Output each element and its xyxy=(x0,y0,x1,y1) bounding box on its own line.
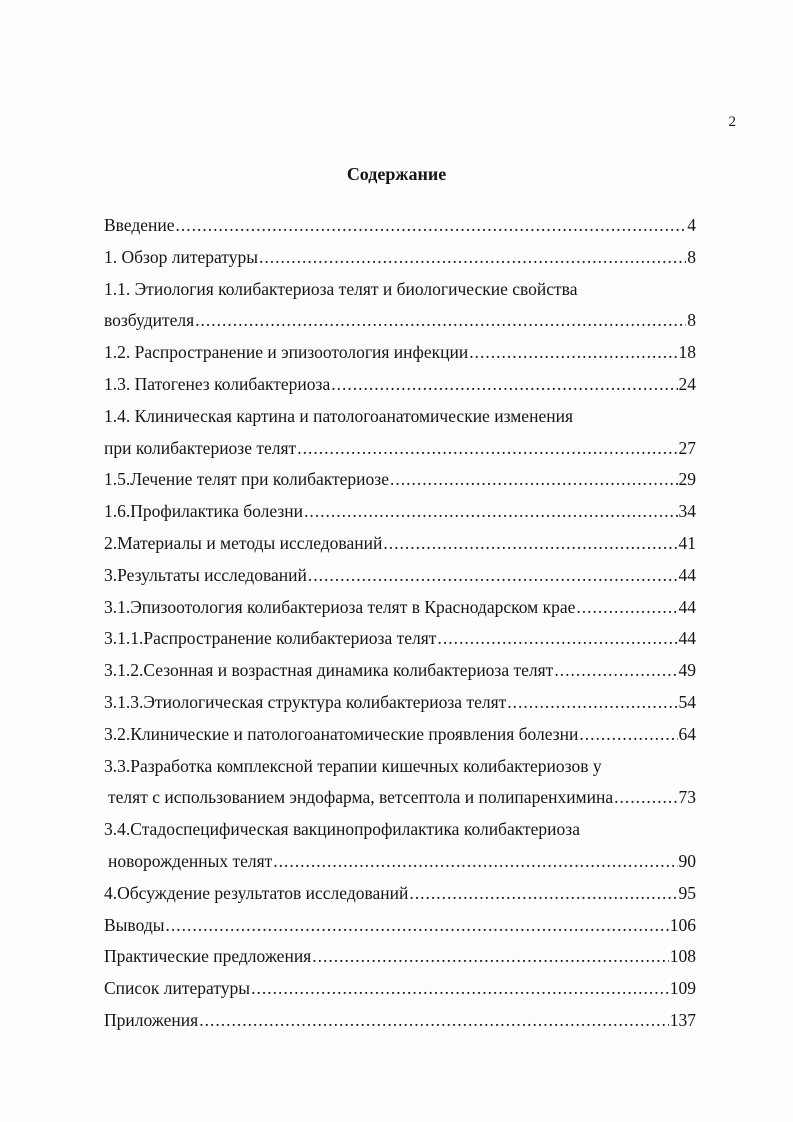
toc-entry xyxy=(104,528,696,560)
toc-entry xyxy=(104,369,696,401)
dot-leader xyxy=(554,655,677,687)
dot-leader xyxy=(199,1005,669,1037)
toc-entry-title: 1.2. Распространение и эпизоотология инфекции xyxy=(104,342,469,363)
toc-entry xyxy=(104,496,696,528)
toc-entry-continued xyxy=(104,401,696,433)
toc-entry-title: 3.1.3.Этиологическая структура колибактериоза телят xyxy=(104,691,507,712)
toc-entry-page: 44 xyxy=(678,628,696,649)
toc-entry-page: 54 xyxy=(678,691,696,712)
toc-entry-page: 8 xyxy=(687,246,696,267)
toc-entry xyxy=(104,782,696,814)
toc-entry xyxy=(104,305,696,337)
toc-entry-page: 64 xyxy=(678,723,696,744)
toc-entry-title: новорожденных телят xyxy=(108,850,273,871)
toc-entry-page: 27 xyxy=(678,437,696,458)
dot-leader xyxy=(273,846,677,878)
toc-entry xyxy=(104,433,696,465)
toc-entry-title: 3.1.2.Сезонная и возрастная динамика колибактериоза телят xyxy=(104,660,554,681)
dot-leader xyxy=(165,910,668,942)
toc-entry xyxy=(104,592,696,624)
toc-entry xyxy=(104,210,696,242)
toc-heading: Содержание xyxy=(346,164,447,184)
toc-entry-page: 109 xyxy=(669,978,696,999)
toc-entry-page: 44 xyxy=(678,564,696,585)
toc-entry-title: 3.2.Клинические и патологоанатомические проявления болезни xyxy=(104,723,579,744)
toc-entry-page: 90 xyxy=(678,850,696,871)
toc-entry-page: 18 xyxy=(678,342,696,363)
toc-entry xyxy=(104,560,696,592)
toc-entry xyxy=(104,464,696,496)
dot-leader xyxy=(251,973,669,1005)
dot-leader xyxy=(195,305,686,337)
toc-entry-page: 8 xyxy=(687,310,696,331)
toc-entry-title: 1.1. Этиология колибактериоза телят и биологические свойства xyxy=(104,278,578,299)
toc-entry-title: 4.Обсуждение результатов исследований xyxy=(104,882,409,903)
toc-entry-page: 4 xyxy=(687,215,696,235)
toc-entry xyxy=(104,1005,696,1037)
toc-entry-page: 34 xyxy=(678,501,696,522)
dot-leader xyxy=(507,687,677,719)
dot-leader xyxy=(176,210,687,242)
toc-entry-page: 44 xyxy=(678,596,696,617)
toc-entry-title: 3.1.Эпизоотология колибактериоза телят в Краснодарском крае xyxy=(104,596,576,617)
toc-entry-continued xyxy=(104,274,696,306)
toc-entry-title: 1.5.Лечение телят при колибактериозе xyxy=(104,469,389,490)
toc-entry xyxy=(104,242,696,274)
toc-entry-title: Список литературы xyxy=(104,978,251,999)
toc-entry xyxy=(104,910,696,942)
toc-entry-page: 106 xyxy=(669,914,696,935)
toc-entry-title: Практические предложения xyxy=(104,946,312,967)
toc-entry-page: 29 xyxy=(678,469,696,490)
toc-entry-title: Введение xyxy=(104,215,175,235)
toc-entry-page: 49 xyxy=(678,660,696,681)
toc-entry-title: 3.Результаты исследований xyxy=(104,564,307,585)
toc-entry-title: 1.3. Патогенез колибактериоза xyxy=(104,373,331,394)
toc-entry xyxy=(104,846,696,878)
toc-entry-page: 41 xyxy=(678,532,696,553)
dot-leader xyxy=(304,496,677,528)
dot-leader xyxy=(437,623,677,655)
dot-leader xyxy=(409,878,677,910)
toc-entry-page: 137 xyxy=(669,1009,696,1030)
dot-leader xyxy=(308,560,678,592)
toc-entry-title: возбудителя xyxy=(104,310,195,331)
toc-entry xyxy=(104,623,696,655)
dot-leader xyxy=(259,242,686,274)
toc-entry xyxy=(104,973,696,1005)
toc-entry-title: 1.6.Профилактика болезни xyxy=(104,501,304,522)
toc-entry xyxy=(104,337,696,369)
toc-entry-page: 95 xyxy=(678,882,696,903)
dot-leader xyxy=(383,528,677,560)
dot-leader xyxy=(312,941,669,973)
toc-entry xyxy=(104,687,696,719)
toc-entry-title: 2.Материалы и методы исследований xyxy=(104,532,383,553)
toc-list xyxy=(104,210,696,1037)
toc-entry-continued xyxy=(104,814,696,846)
toc-entry xyxy=(104,941,696,973)
dot-leader xyxy=(297,433,677,465)
toc-entry-page: 24 xyxy=(678,373,696,394)
dot-leader xyxy=(331,369,677,401)
dot-leader xyxy=(469,337,677,369)
toc-entry-page: 108 xyxy=(669,946,696,967)
page-number: 2 xyxy=(728,114,736,130)
dot-leader xyxy=(576,592,677,624)
dot-leader xyxy=(390,464,678,496)
toc-entry-continued xyxy=(104,751,696,783)
toc-entry-title: 3.1.1.Распространение колибактериоза телят xyxy=(104,628,437,649)
toc-entry-title: 3.3.Разработка комплексной терапии кишечных колибактериозов у xyxy=(104,755,602,776)
toc-entry xyxy=(104,719,696,751)
dot-leader xyxy=(579,719,677,751)
dot-leader xyxy=(614,782,677,814)
toc-entry-title: при колибактериозе телят xyxy=(104,437,297,458)
toc-entry-title: 3.4.Стадоспецифическая вакцинопрофилактика колибактериоза xyxy=(104,819,580,840)
toc-entry-title: Приложения xyxy=(104,1009,199,1030)
toc-entry xyxy=(104,878,696,910)
toc-entry-title: Выводы xyxy=(104,914,165,935)
toc-entry-title: телят с использованием эндофарма, ветсептола и полипаренхимина xyxy=(108,787,614,808)
toc-entry-title: 1.4. Клиническая картина и патологоанатомические изменения xyxy=(104,405,573,426)
toc-entry xyxy=(104,655,696,687)
toc-entry-page: 73 xyxy=(678,787,696,808)
toc-entry-title: 1. Обзор литературы xyxy=(104,246,258,267)
